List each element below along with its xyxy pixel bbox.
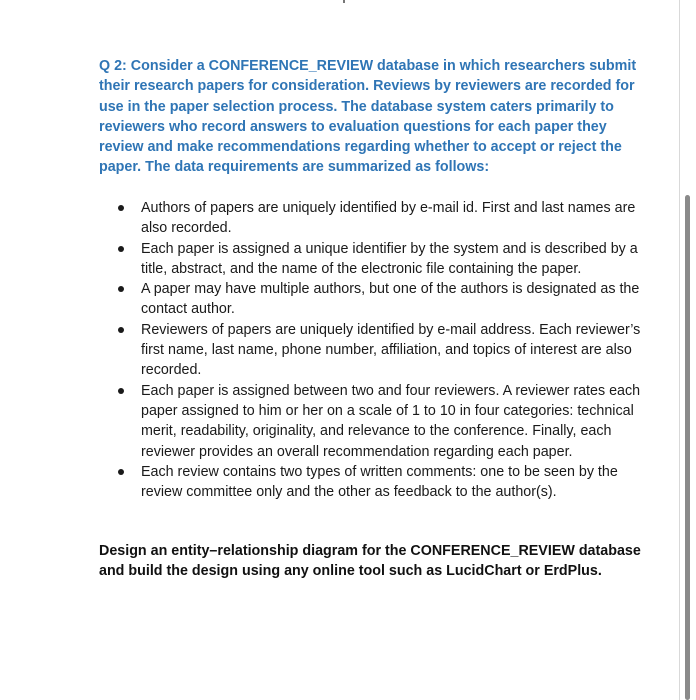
requirement-text: Each review contains two types of written comments: one to be seen by the review committee only and the other as feedback to the author(s). xyxy=(141,463,618,501)
page-top-marker xyxy=(343,0,345,3)
bullet-icon xyxy=(118,388,124,394)
requirement-item xyxy=(118,279,658,320)
bullet-icon xyxy=(118,327,124,333)
requirements-list xyxy=(118,198,658,502)
question-paragraph: Q 2: Consider a CONFERENCE_REVIEW database in which researchers submit their research papers for consideration. Reviews by reviewers are recorded for use in the paper selection process. The database system caters primarily to reviewers who record answers to evaluation questions for each paper they review and make recommendations regarding whether to accept or reject the paper. The data requirements are summarized as follows: xyxy=(99,58,637,176)
bullet-icon xyxy=(118,205,124,211)
task-instruction: Design an entity–relationship diagram for the CONFERENCE_REVIEW database and build the design using any online tool such as LucidChart or ErdPlus. xyxy=(99,543,641,580)
bullet-icon xyxy=(118,286,124,292)
bullet-icon xyxy=(118,246,124,252)
bullet-icon xyxy=(118,469,124,475)
requirement-item xyxy=(118,462,658,503)
requirement-item xyxy=(118,381,658,462)
requirement-item xyxy=(118,198,658,239)
requirement-text: A paper may have multiple authors, but one of the authors is designated as the contact author. xyxy=(141,281,640,318)
requirement-item xyxy=(118,239,658,280)
requirement-text: Each paper is assigned a unique identifier by the system and is described by a title, abstract, and the name of the electronic file containing the paper. xyxy=(141,240,638,277)
requirement-text: Reviewers of papers are uniquely identified by e-mail address. Each reviewer’s first name, last name, phone number, affiliation, and topics of interest are also recorded. xyxy=(141,321,641,379)
requirement-text: Each paper is assigned between two and four reviewers. A reviewer rates each paper assigned to him or her on a scale of 1 to 10 in four categories: technical merit, readability, originality, and relevance to the conference. Finally, each reviewer provides an overall recommendation regarding each paper. xyxy=(141,382,641,460)
requirement-text: Authors of papers are uniquely identified by e-mail id. First and last names are also recorded. xyxy=(141,200,636,237)
requirement-item xyxy=(118,320,658,381)
vertical-scrollbar[interactable] xyxy=(685,195,690,700)
